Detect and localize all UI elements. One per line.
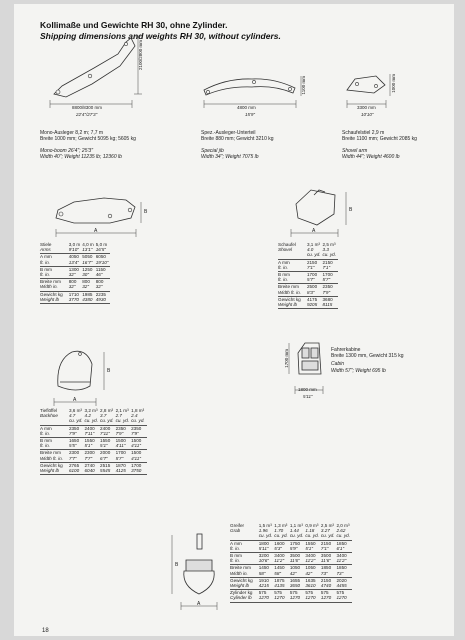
row-label: Gewicht kg Weight lb: [40, 291, 69, 303]
table-cell: 2,5 m³ 3.3 cu. yd.: [322, 242, 337, 258]
table-cell: 1875 4135: [274, 577, 290, 589]
table-cell: 3,1 m³ 4.0 cu. yd.: [306, 242, 321, 258]
table-cell: 1910 4215: [259, 577, 275, 589]
row-label: Breite mm Width in.: [230, 565, 259, 577]
table-cell: 1500 4'11": [131, 450, 147, 462]
row-label: Breite mm Width ft. in.: [40, 450, 69, 462]
table-header-row: [40, 408, 147, 425]
row-label: Greifer Grab: [230, 523, 259, 540]
mono-boom-drawing: [54, 38, 135, 97]
table-cell: 1550 5'1": [100, 438, 116, 450]
row-label: Gewicht kg Weight lb: [278, 296, 307, 308]
row-label: Breite mm Width in.: [40, 279, 69, 291]
table-cell: 3400 11'2": [274, 553, 290, 565]
table-cell: 3,6 m³ 4.7 cu. yd.: [68, 408, 83, 424]
table-cell: 1550 5'1": [305, 540, 321, 552]
shovel-arm-description-de: Schaufelstiel 2,9 m Breite 1100 mm; Gewicht 2085 kg: [342, 130, 417, 143]
table-cell: 575 1270: [259, 590, 275, 602]
special-boom-length-imperial: 15'9": [245, 112, 255, 117]
shovel-arm-drawing: [347, 76, 385, 93]
table-cell: 2,1 m³ 2.7 cu. yd.: [115, 408, 130, 424]
row-label: A mm ft. in.: [40, 254, 69, 266]
table-cell: 3,0 m 9'10": [68, 242, 81, 253]
table-cell: 3200 10'6": [259, 553, 275, 565]
row-label: Breite mm Width ft. in.: [278, 284, 307, 296]
special-boom-description-en: Special jib Width 34"; Weight 7075 lb: [201, 148, 259, 161]
mono-boom-description-de: Mono-Ausleger 8,2 m; 7,7 m Breite 1000 mm; Gewicht 5095 kg; 5605 kg: [40, 130, 136, 143]
catalog-page: [14, 4, 454, 636]
table-cell: 2,8 m³ 3.7 cu. yd.: [100, 408, 114, 424]
table-cell: 2350 7'9": [131, 425, 147, 437]
table-row: [40, 438, 147, 450]
shovel-arm-height: 1000 mm: [391, 74, 396, 93]
table-cell: 2300 7'7": [69, 450, 85, 462]
mono-boom-height: 2100/2800 mm: [138, 40, 143, 71]
backhoe-dim-b-label: B: [107, 368, 111, 374]
table-cell: 1,8 m³ 2.4 cu. yd.: [131, 408, 145, 424]
table-cell: 1650 5'5": [69, 438, 85, 450]
table-cell: 1050 42": [290, 565, 306, 577]
table-cell: 1700 5'7": [116, 450, 132, 462]
cab-height: 1700 mm: [284, 349, 289, 368]
table-cell: 1700 5'7": [322, 272, 338, 284]
table-cell: 2400 7'11": [100, 425, 116, 437]
table-cell: 2350 7'9": [322, 284, 338, 296]
table-cell: 1450 58": [259, 565, 275, 577]
table-row: [230, 540, 352, 552]
table-cell: 1,3 m³ 1.70 cu. yd.: [274, 523, 288, 539]
row-label: A mm ft. in.: [230, 540, 259, 552]
table-cell: 1050 42": [305, 565, 321, 577]
grab-spec-table: [230, 523, 352, 603]
table-cell: 2740 6040: [84, 462, 100, 474]
table-cell: 6050 19'10": [95, 254, 109, 265]
backhoe-spec-table: [40, 408, 147, 475]
table-cell: 1,5 m³ 1.96 cu. yd.: [258, 523, 273, 539]
cab-width-metric: 1800 mm: [298, 387, 317, 392]
table-cell: 2150 7'1": [321, 540, 337, 552]
table-cell: 2150 7'1": [307, 259, 323, 271]
table-cell: 3,2 m³ 4.2 cu. yd.: [84, 408, 99, 424]
table-row: [40, 462, 147, 474]
table-row: [230, 590, 352, 602]
table-cell: 2400 7'11": [84, 425, 100, 437]
table-cell: 1150 46": [96, 266, 111, 278]
table-row: [230, 553, 352, 565]
stick-dim-a-label: A: [94, 228, 98, 234]
shovel-dim-a-label: A: [312, 228, 316, 234]
table-cell: 2,5 m³ 3.27 cu. yd.: [320, 523, 335, 539]
table-row: [278, 259, 338, 271]
mono-boom-description-en: Mono-boom 26'4"; 25'3" Width 40"; Weight 11235 lb; 12360 lb: [40, 148, 122, 161]
special-boom-description-de: Spez.-Ausleger-Unterteil Breite 880 mm; Gewicht 3210 kg: [201, 130, 274, 143]
table-cell: 2350 7'9": [69, 425, 85, 437]
table-cell: 1850 73": [336, 565, 352, 577]
table-cell: 1870 4125: [116, 462, 132, 474]
table-cell: 3400 11'2": [305, 553, 321, 565]
table-cell: 1700 5'7": [307, 272, 323, 284]
table-cell: 2000 6'7": [100, 450, 116, 462]
special-boom-length-metric: 4800 mm: [237, 105, 256, 110]
table-cell: 2350 7'9": [116, 425, 132, 437]
stick-dim-b-label: B: [144, 209, 148, 215]
table-row: [278, 284, 338, 296]
table-cell: 2300 7'7": [84, 450, 100, 462]
table-row: [40, 279, 110, 291]
page-subtitle: Shipping dimensions and weights RH 30, without cylinders.: [40, 31, 281, 41]
table-cell: 1850 73": [321, 565, 337, 577]
shovel-dim-b-label: B: [349, 207, 353, 213]
row-label: B mm ft. in.: [40, 438, 69, 450]
table-cell: 575 1270: [321, 590, 337, 602]
stick-spec-table: [40, 242, 110, 304]
cab-width-imperial: 5'11": [303, 394, 313, 399]
operator-cab-drawing: [298, 343, 321, 374]
shovel-spec-table: [278, 242, 338, 309]
table-cell: 1655 3650: [290, 577, 306, 589]
shovel-arm-description-en: Shovel arm Width 44"; Weight 4600 lb: [342, 148, 400, 161]
table-cell: 3500 11'6": [290, 553, 306, 565]
table-cell: 1300 32": [69, 266, 83, 278]
special-boom-height: 1100 mm: [301, 76, 306, 95]
table-cell: 1500 4'11": [116, 438, 132, 450]
row-label: Tieflöffel Backhoe: [40, 408, 69, 425]
table-cell: 1,1 m³ 1.44 cu. yd.: [289, 523, 304, 539]
row-label: B mm ft. in.: [278, 272, 307, 284]
table-cell: 575 1270: [336, 590, 352, 602]
table-cell: 800 32": [69, 279, 83, 291]
cab-description: Fahrerkabine Breite 1300 mm, Gewicht 315 kg Cabin Width 57"; Weight 695 lb: [331, 347, 404, 374]
table-cell: 2235 4930: [96, 291, 111, 303]
table-row: [278, 272, 338, 284]
table-row: [40, 266, 110, 278]
table-cell: 1710 3770: [69, 291, 83, 303]
table-cell: 5050 16'7": [82, 254, 96, 266]
stick-drawing: [56, 198, 135, 223]
table-cell: 2,0 m³ 2.62 cu. yd.: [336, 523, 351, 539]
table-row: [230, 577, 352, 589]
backhoe-dim-a-label: A: [73, 397, 77, 403]
table-cell: 5,0 m 16'5": [96, 242, 111, 254]
table-cell: 2150 4740: [321, 577, 337, 589]
table-cell: 1850 6'1": [336, 540, 352, 552]
table-cell: 3400 11'2": [336, 553, 352, 565]
table-cell: 4,0 m 13'1": [82, 242, 94, 253]
table-cell: 575 1270: [305, 590, 321, 602]
page-number: 18: [42, 628, 49, 634]
page-title: Kollimaße und Gewichte RH 30, ohne Zylinder.: [40, 20, 228, 30]
table-cell: 575 1270: [290, 590, 306, 602]
table-row: [230, 565, 352, 577]
row-label: Stiele Arms: [40, 242, 69, 254]
table-header-row: [278, 242, 338, 259]
row-label: Gewicht kg Weight lb: [230, 577, 259, 589]
table-row: [40, 450, 147, 462]
table-cell: 800 32": [82, 279, 96, 291]
shovel-arm-length-imperial: 10'10": [361, 112, 374, 117]
table-row: [40, 425, 147, 437]
table-cell: 1635 3610: [305, 577, 321, 589]
mono-boom-length-imperial: 22'4"/27'3": [76, 112, 98, 117]
grab-dim-b-label: B: [175, 562, 179, 568]
table-row: [278, 296, 338, 308]
table-cell: 1800 5'11": [259, 540, 275, 552]
table-row: [40, 254, 110, 266]
table-cell: 1985 4380: [82, 291, 96, 303]
table-cell: 4050 13'4": [69, 254, 83, 266]
table-cell: 0,9 m³ 1.18 cu. yd.: [305, 523, 319, 539]
row-label: Schaufel Shovel: [278, 242, 307, 259]
table-cell: 1250 30": [82, 266, 96, 278]
table-cell: 1750 5'9": [290, 540, 306, 552]
table-cell: 2515 5545: [100, 462, 116, 474]
backhoe-bucket-drawing: [58, 351, 92, 390]
table-cell: 2765 6100: [69, 462, 85, 474]
mono-boom-length-metric: 8800/8300 mm: [72, 105, 103, 110]
special-boom-drawing: [204, 79, 295, 95]
table-cell: 575 1270: [274, 590, 290, 602]
table-cell: 2020 4455: [336, 577, 352, 589]
row-label: B mm ft. in.: [40, 266, 69, 278]
row-label: B mm ft. in.: [230, 553, 259, 565]
grab-drawing: [184, 534, 214, 594]
table-cell: 1700 3750: [131, 462, 147, 474]
table-cell: 2150 7'1": [322, 259, 338, 271]
table-row: [40, 291, 110, 303]
table-cell: 1600 5'3": [274, 540, 290, 552]
table-cell: 1550 5'1": [84, 438, 100, 450]
table-cell: 3680 8115: [322, 296, 338, 308]
table-header-row: [230, 523, 352, 540]
grab-dim-a-label: A: [197, 601, 201, 607]
row-label: A mm ft. in.: [40, 425, 69, 437]
table-cell: 1450 58": [274, 565, 290, 577]
row-label: Zylinder kg Cylinder lb: [230, 590, 259, 602]
table-cell: 3500 11'6": [321, 553, 337, 565]
table-cell: 1500 4'11": [131, 438, 147, 450]
table-cell: 800 32": [96, 279, 111, 291]
table-cell: 2500 8'3": [307, 284, 323, 296]
row-label: A mm ft. in.: [278, 259, 307, 271]
table-header-row: [40, 242, 110, 254]
shovel-arm-length-metric: 3300 mm: [357, 105, 376, 110]
shovel-bucket-drawing: [296, 190, 335, 225]
table-cell: 4175 9205: [307, 296, 323, 308]
row-label: Gewicht kg Weight lb: [40, 462, 69, 474]
